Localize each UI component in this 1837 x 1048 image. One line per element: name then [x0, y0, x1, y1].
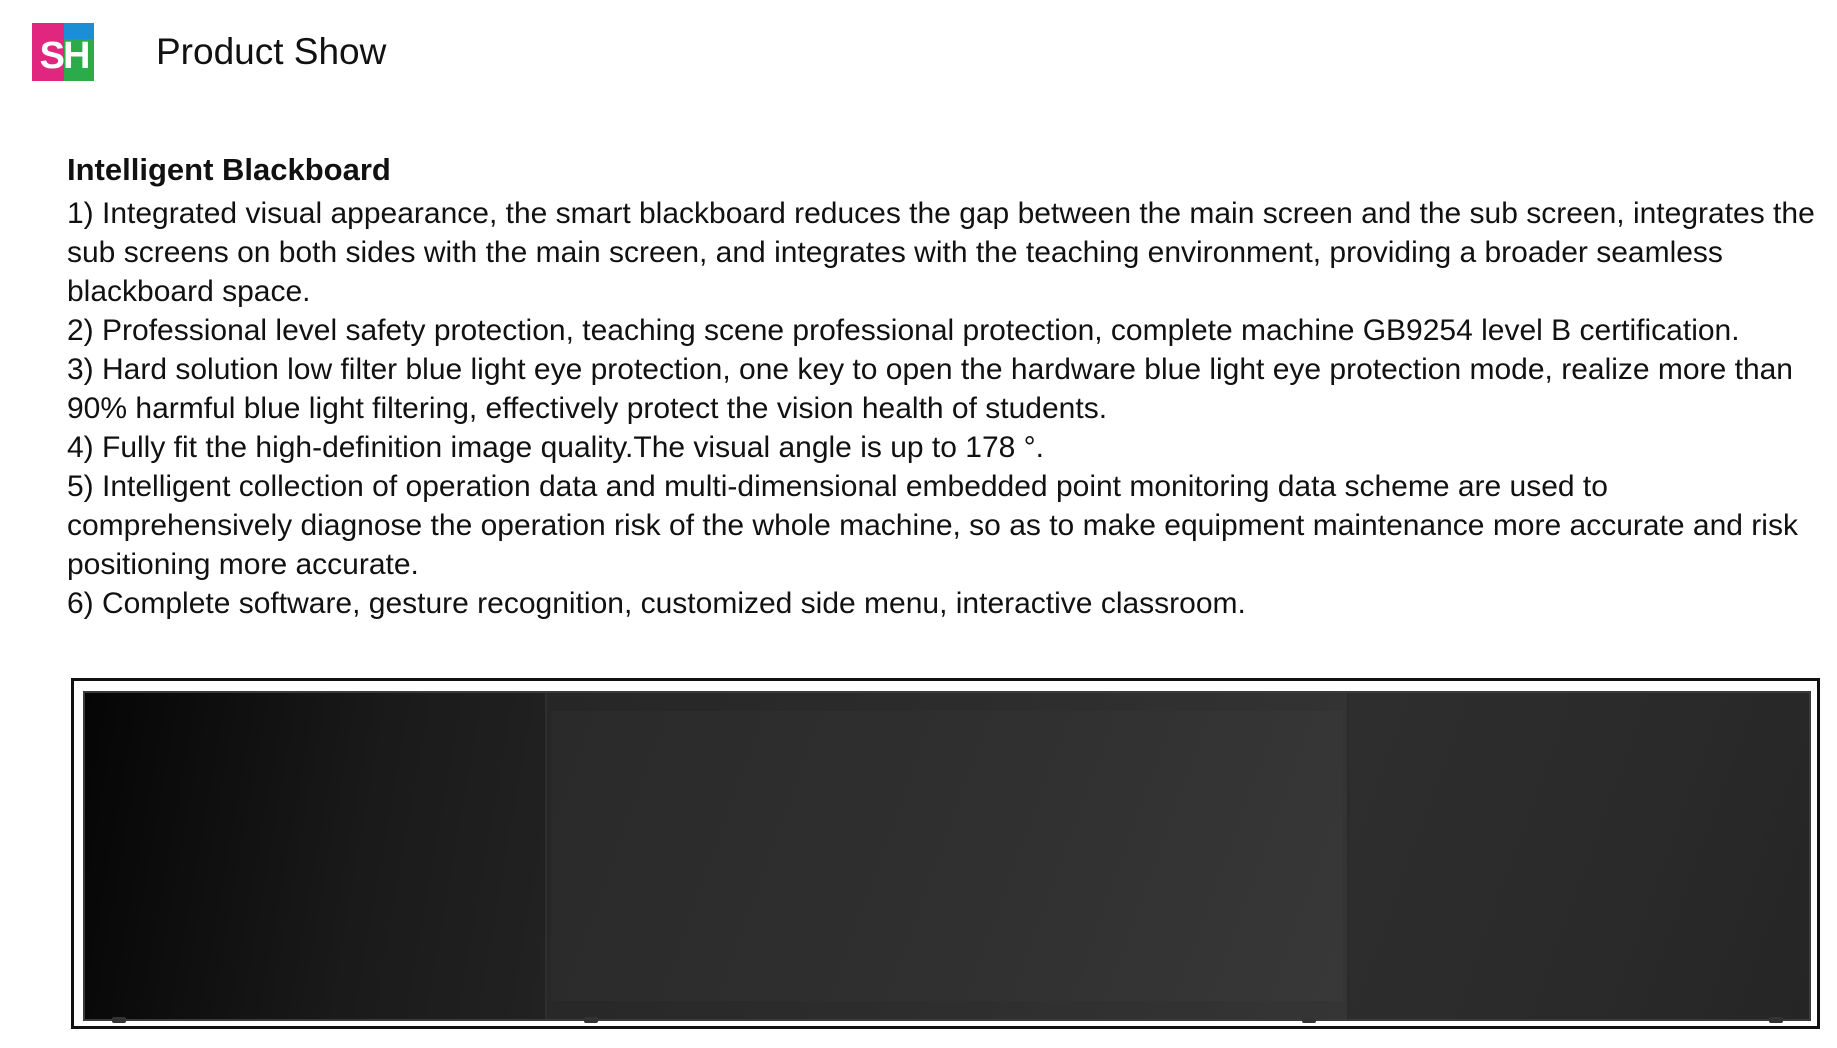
page-title: Product Show	[156, 31, 387, 72]
blackboard-foot	[1302, 1017, 1316, 1023]
company-logo	[32, 23, 96, 81]
blackboard-image	[83, 691, 1811, 1021]
main-screen	[545, 693, 1349, 1019]
feature-item-2: 2) Professional level safety protection, teaching scene professional protection, complete machine GB9254 level B certification.	[67, 314, 1740, 347]
right-sub-screen	[1349, 693, 1809, 1019]
feature-item-4: 4) Fully fit the high-definition image quality.The visual angle is up to 178 °.	[67, 431, 1044, 464]
left-sub-screen	[85, 693, 545, 1019]
feature-item-6: 6) Complete software, gesture recognition, customized side menu, interactive classroom.	[67, 587, 1246, 620]
product-description	[67, 150, 1822, 623]
blackboard-foot	[584, 1017, 598, 1023]
feature-item-3: 3) Hard solution low filter blue light eye protection, one key to open the hardware blue light eye protection mode, realize more than 90% harmful blue light filtering, effectively protect the vision health of students.	[67, 353, 1793, 425]
section-heading: Intelligent Blackboard	[67, 152, 391, 187]
blackboard-foot	[112, 1017, 126, 1023]
blackboard-foot	[1769, 1017, 1783, 1023]
header	[32, 22, 386, 82]
main-screen-display	[551, 711, 1343, 1001]
feature-item-5: 5) Intelligent collection of operation data and multi-dimensional embedded point monitoring data scheme are used to comprehensively diagnose the operation risk of the whole machine, so as to make equipment maintenance more accurate and risk positioning more accurate.	[67, 470, 1798, 581]
product-image-frame	[71, 678, 1820, 1029]
logo-text: SH	[39, 35, 89, 77]
feature-item-1: 1) Integrated visual appearance, the smart blackboard reduces the gap between the main screen and the sub screen, integrates the sub screens on both sides with the main screen, and integrates with the teaching environment, providing a broader seamless blackboard space.	[67, 197, 1815, 308]
